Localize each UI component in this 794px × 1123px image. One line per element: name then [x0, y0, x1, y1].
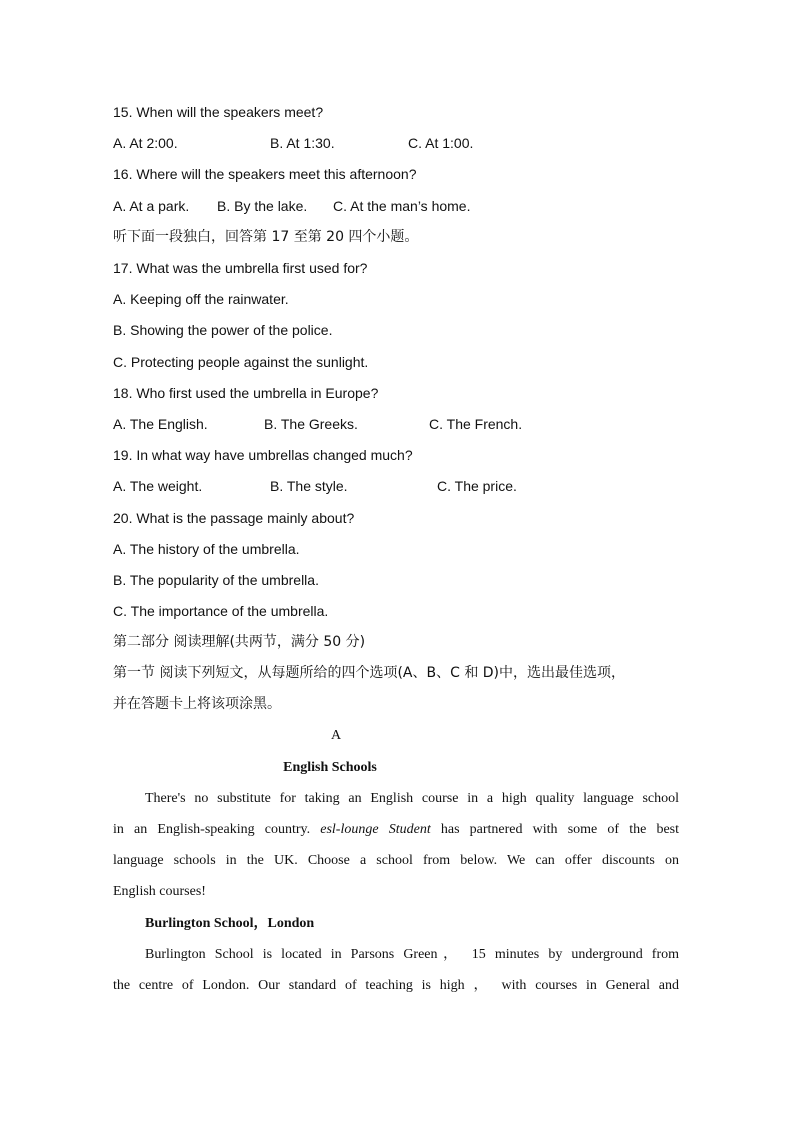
- passage-title: English Schools: [283, 760, 377, 775]
- question-15-option-c: C. At 1:00.: [408, 135, 474, 151]
- question-15-stem: 15. When will the speakers meet?: [113, 104, 324, 120]
- passage-letter: A: [330, 728, 342, 743]
- question-19-option-c: C. The price.: [437, 478, 517, 494]
- question-19-option-a: A. The weight.: [113, 478, 203, 494]
- question-16-option-c: C. At the man’s home.: [333, 198, 471, 214]
- paragraph-2-line-2: the centre of London. Our standard of teaching is high ， with courses in General and: [113, 978, 679, 993]
- paragraph-2-line-1: Burlington School is located in Parsons Green， 15 minutes by underground from: [145, 947, 679, 962]
- paragraph-1-line-1: There's no substitute for taking an English course in a high quality language school: [145, 791, 679, 806]
- question-16-option-a: A. At a park.: [113, 198, 190, 214]
- section1-instruction-line1: 第一节 阅读下列短文，从每题所给的四个选项(A、B、C 和 D)中，选出最佳选项，: [113, 665, 626, 681]
- question-16-stem: 16. Where will the speakers meet this afternoon?: [113, 166, 417, 182]
- question-17-option-a: A. Keeping off the rainwater.: [113, 291, 289, 307]
- question-20-option-b: B. The popularity of the umbrella.: [113, 572, 319, 588]
- question-20-option-a: A. The history of the umbrella.: [113, 541, 300, 557]
- question-16-option-b: B. By the lake.: [217, 198, 308, 214]
- question-17-option-b: B. Showing the power of the police.: [113, 322, 333, 338]
- paragraph-1-line-2-pre: in an English-speaking country.: [113, 822, 321, 837]
- question-18-option-c: C. The French.: [429, 416, 523, 432]
- question-19-option-b: B. The style.: [270, 478, 348, 494]
- question-15-option-a: A. At 2:00.: [113, 135, 178, 151]
- question-18-stem: 18. Who first used the umbrella in Europe?: [113, 385, 379, 401]
- question-18-option-a: A. The English.: [113, 416, 208, 432]
- question-17-option-c: C. Protecting people against the sunlight.: [113, 354, 369, 370]
- paragraph-1-line-3: language schools in the UK. Choose a school from below. We can offer discounts on: [113, 853, 679, 868]
- school-heading: Burlington School，London: [145, 916, 315, 931]
- question-17-stem: 17. What was the umbrella first used for?: [113, 260, 368, 276]
- paragraph-1-line-2: [113, 821, 679, 839]
- instruction-17-20: 听下面一段独白，回答第 17 至第 20 四个小题。: [113, 229, 419, 245]
- question-15-option-b: B. At 1:30.: [270, 135, 335, 151]
- paragraph-1-line-4: English courses!: [113, 884, 206, 899]
- paragraph-1-line-2-post: has partnered with some of the best: [430, 822, 680, 837]
- question-20-option-c: C. The importance of the umbrella.: [113, 603, 329, 619]
- question-20-stem: 20. What is the passage mainly about?: [113, 510, 355, 526]
- paragraph-1-line-2-italic: esl-lounge Student: [320, 822, 431, 837]
- question-18-option-b: B. The Greeks.: [264, 416, 358, 432]
- part2-heading: 第二部分 阅读理解(共两节，满分 50 分): [113, 634, 366, 650]
- section1-instruction-line2: 并在答题卡上将该项涂黑。: [113, 696, 281, 712]
- question-19-stem: 19. In what way have umbrellas changed much?: [113, 447, 413, 463]
